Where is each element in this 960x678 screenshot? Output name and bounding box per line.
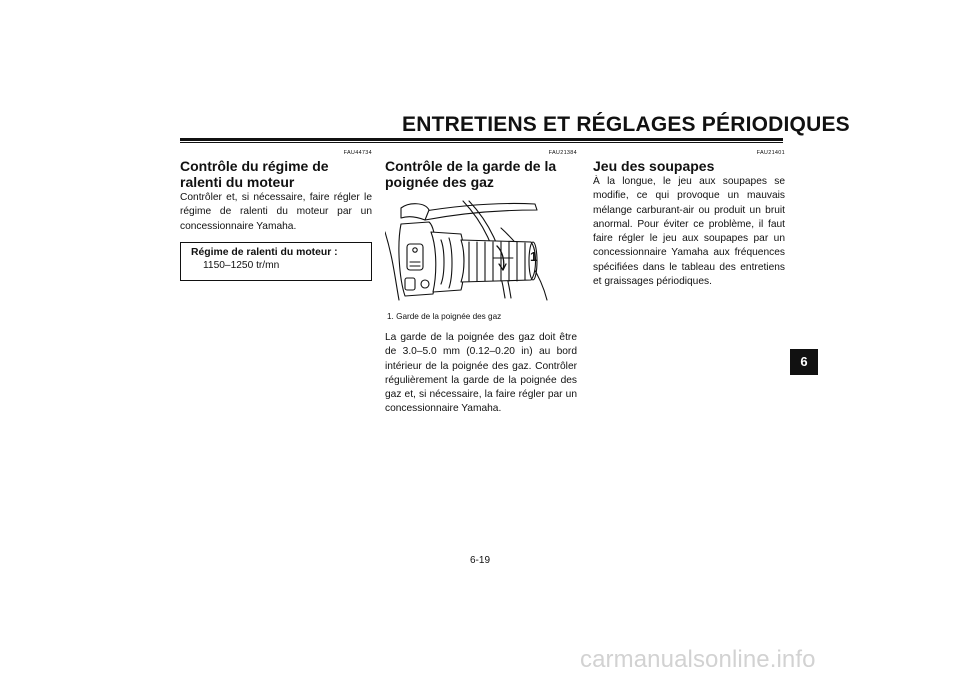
spec-value: 1150–1250 tr/mn <box>203 259 280 271</box>
spec-label: Régime de ralenti du moteur : <box>191 246 338 258</box>
column-valve-clearance <box>593 150 785 289</box>
column-idle-speed <box>180 150 372 281</box>
watermark: carmanualsonline.info <box>580 646 816 673</box>
section-heading: Jeu des soupapes <box>593 158 715 174</box>
section-heading: Contrôle du régime de ralenti du moteur <box>180 158 329 190</box>
section-body: La garde de la poignée des gaz doit être de 3.0–5.0 mm (0.12–0.20 in) au bord intérieur de la poignée des gaz. Contrôler régulièrement la garde de la poignée des gaz et, si nécessaire, la faire régler par un concessionnaire Yamaha. <box>385 332 577 415</box>
page-number: 6-19 <box>469 555 490 566</box>
throttle-grip-figure <box>385 198 574 301</box>
section-code: FAU21401 <box>756 150 785 156</box>
header-rule <box>180 138 783 141</box>
page-header-title: ENTRETIENS ET RÉGLAGES PÉRIODIQUES <box>402 113 850 136</box>
section-body: À la longue, le jeu aux soupapes se modifie, ce qui provoque un mauvais mélange carburant-air ou produit un bruit anormal. Pour éviter ce problème, il faut faire régler le jeu aux soupapes par un concessionnaire Yamaha aux fréquences spécifiées dans le tableau des entretiens et graissages périodiques. <box>593 176 785 288</box>
section-body: Contrôler et, si nécessaire, faire régler le régime de ralenti du moteur par un concessionnaire Yamaha. <box>180 192 372 232</box>
section-code: FAU44734 <box>343 150 372 156</box>
figure-caption: 1. Garde de la poignée des gaz <box>387 312 502 321</box>
column-throttle-free-play <box>385 150 577 417</box>
chapter-tab: 6 <box>790 349 818 375</box>
section-code: FAU21384 <box>548 150 577 156</box>
header-rule-thin <box>180 142 783 143</box>
spec-box <box>180 242 372 281</box>
throttle-grip-illustration <box>385 198 574 301</box>
section-heading: Contrôle de la garde de la poignée des gaz <box>385 158 557 190</box>
figure-callout-number: 1 <box>530 249 538 264</box>
